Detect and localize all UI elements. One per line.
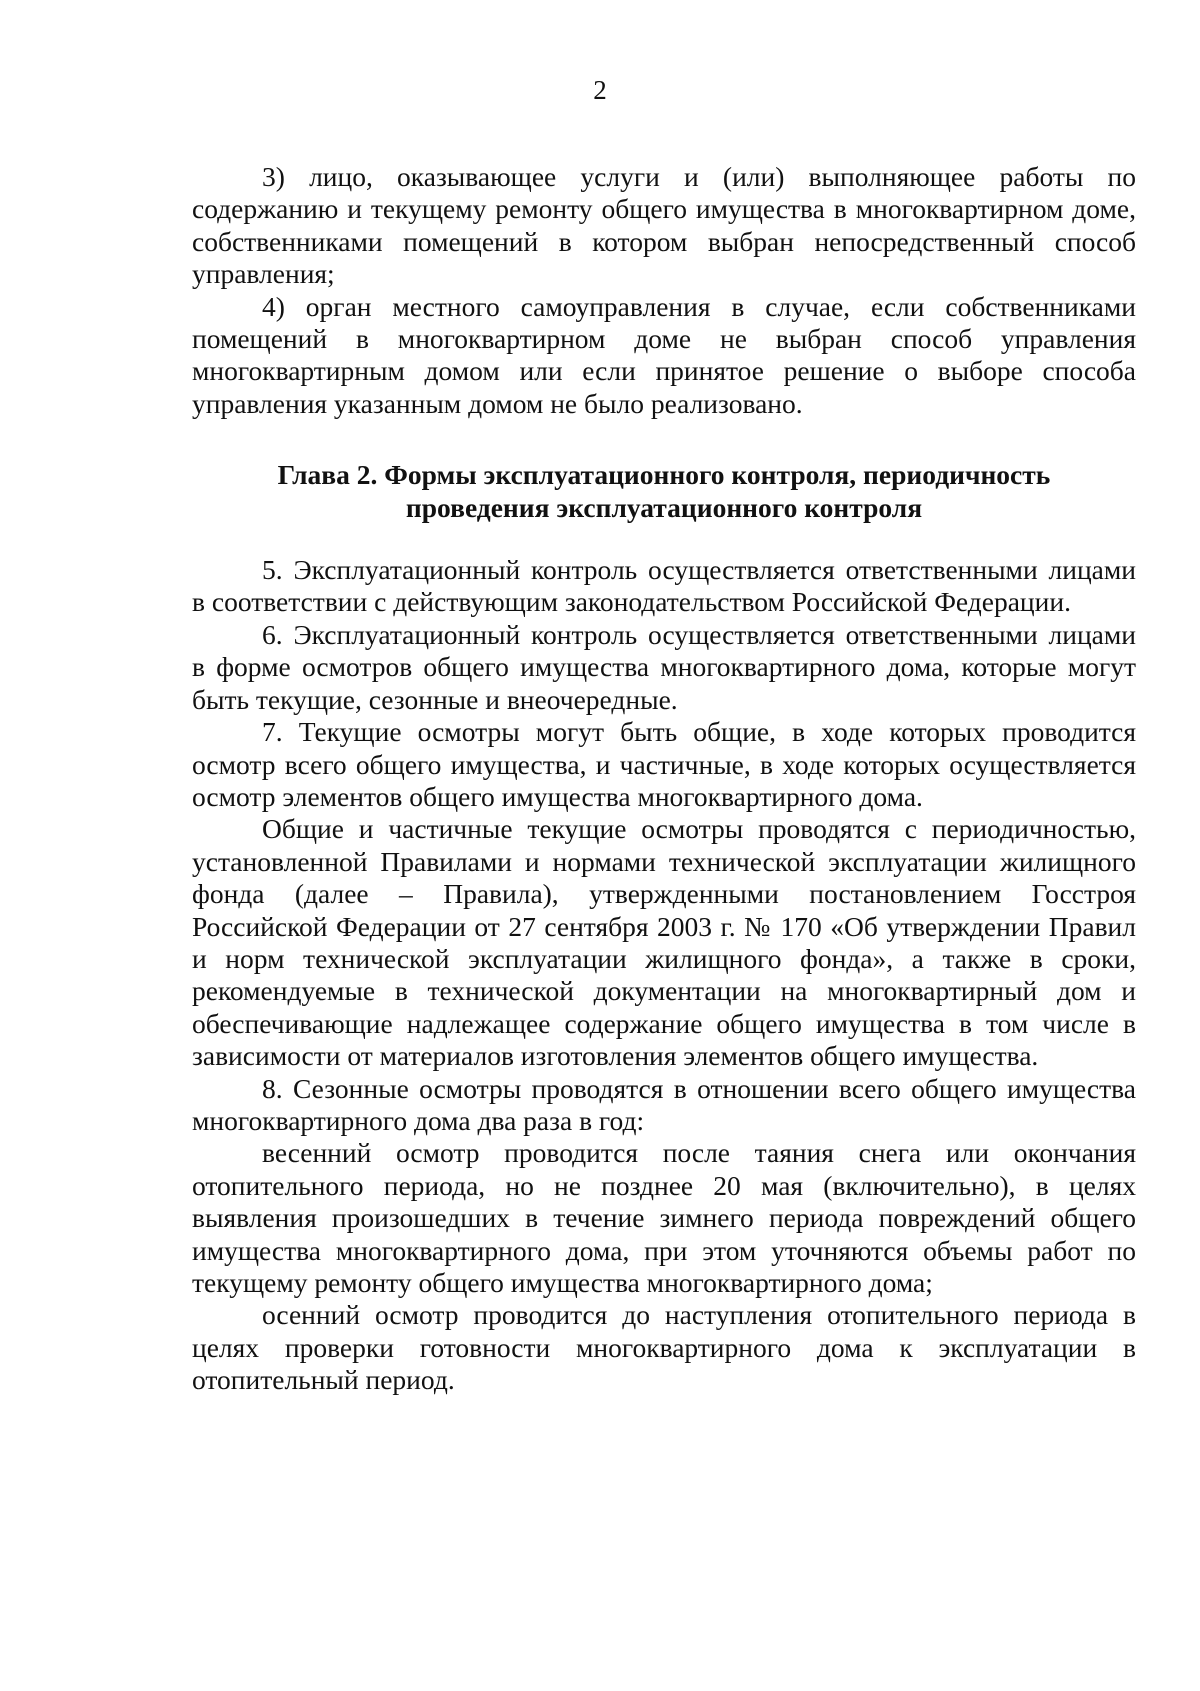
autumn-inspection-paragraph: осенний осмотр проводится до наступления отопительного периода в целях проверки готовности многоквартирного дома к эксплуатации в отопительный период.: [192, 1299, 1136, 1396]
paragraph-7: 7. Текущие осмотры могут быть общие, в ходе которых проводится осмотр всего общего имущества, и частичные, в ходе которых осуществляется осмотр элементов общего имущества многоквартирного дома.: [192, 716, 1136, 812]
document-body: [192, 161, 1136, 1397]
paragraph-item-3: 3) лицо, оказывающее услуги и (или) выполняющее работы по содержанию и текущему ремонту общего имущества в многоквартирном доме, собственниками помещений в котором выбран непосредственный способ управления;: [192, 161, 1136, 290]
chapter-heading-line-1: Глава 2. Формы эксплуатационного контроля, периодичность: [277, 459, 1051, 491]
page-number: 2: [593, 75, 607, 105]
paragraph-item-4: 4) орган местного самоуправления в случае, если собственниками помещений в многоквартирном доме не выбран способ управления многоквартирным домом или если принятое решение о выборе способа управления указанным домом не было реализовано.: [192, 290, 1136, 419]
paragraph-7-continuation: Общие и частичные текущие осмотры проводятся с периодичностью, установленной Правилами и нормами технической эксплуатации жилищного фонда (далее – Правила), утвержденными постановлением Госстроя Российской Федерации от 27 сентября 2003 г. № 170 «Об утверждении Правил и норм технической эксплуатации жилищного фонда», а также в сроки, рекомендуемые в технической документации на многоквартирный дом и обеспечивающие надлежащее содержание общего имущества в том числе в зависимости от материалов изготовления элементов общего имущества.: [192, 813, 1136, 1072]
chapter-heading-line-2: проведения эксплуатационного контроля: [405, 491, 923, 523]
paragraph-8: 8. Сезонные осмотры проводятся в отношении всего общего имущества многоквартирного дома два раза в год:: [192, 1072, 1136, 1136]
chapter-heading: [192, 459, 1136, 524]
paragraph-6: 6. Эксплуатационный контроль осуществляется ответственными лицами в форме осмотров общего имущества многоквартирного дома, которые могут быть текущие, сезонные и внеочередные.: [192, 618, 1136, 715]
paragraph-5: 5. Эксплуатационный контроль осуществляется ответственными лицами в соответствии с действующим законодательством Российской Федерации.: [192, 554, 1136, 618]
spring-inspection-paragraph: весенний осмотр проводится после таяния снега или окончания отопительного периода, но не позднее 20 мая (включительно), в целях выявления произошедших в течение зимнего периода повреждений общего имущества многоквартирного дома, при этом уточняются объемы работ по текущему ремонту общего имущества многоквартирного дома;: [192, 1137, 1136, 1298]
